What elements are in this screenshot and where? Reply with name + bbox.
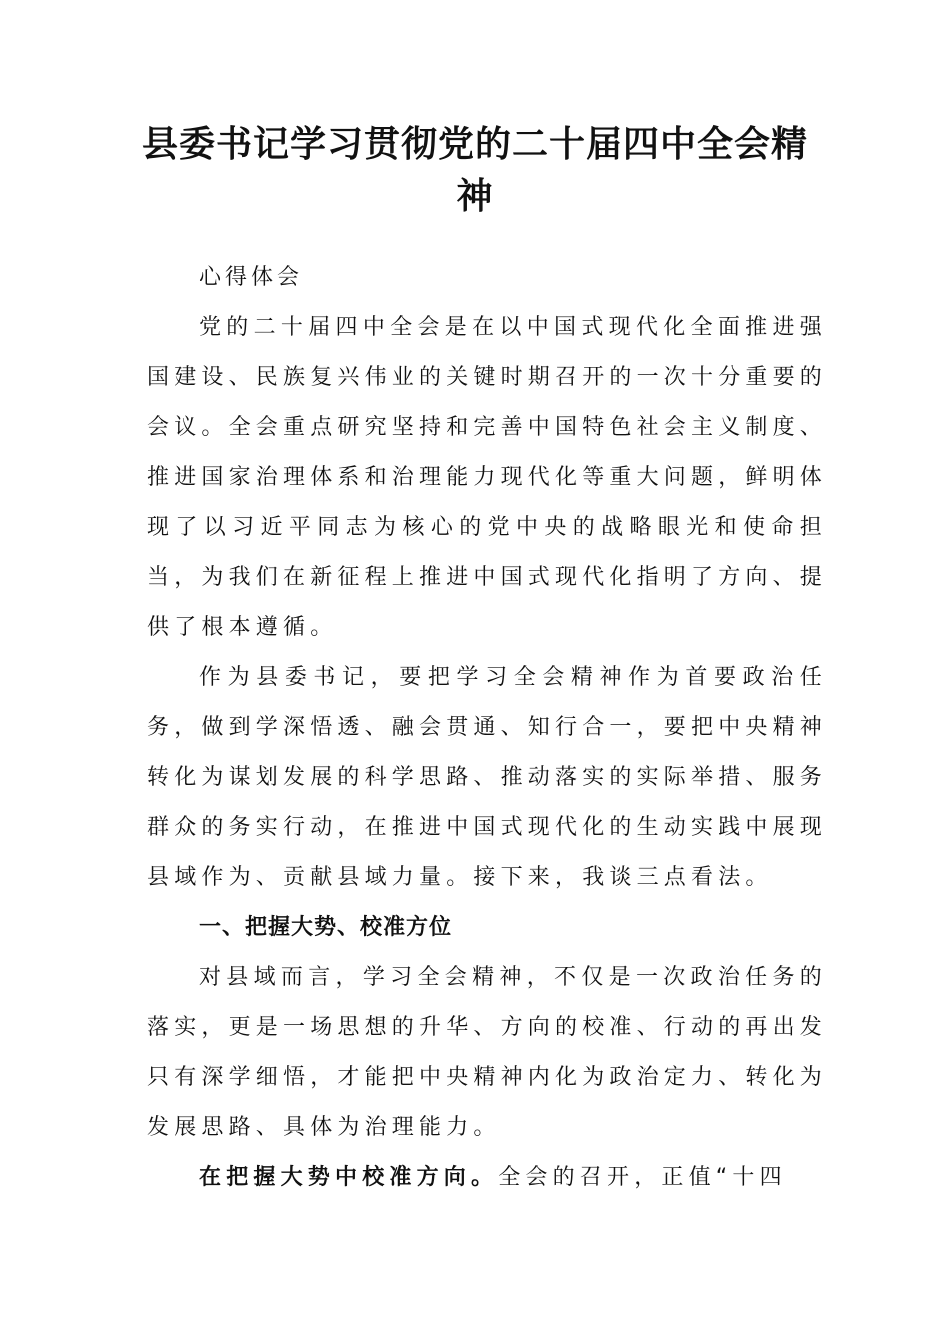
paragraph-3: 对县域而言，学习全会精神，不仅是一次政治任务的落实，更是一场思想的升华、方向的校准、行动的再出发只有深学细悟，才能把中央精神内化为政治定力、转化为发展思路、具体为治理能力。 [147,965,828,1140]
paragraph-4-text: 全会的召开，正值“十四 [498,1165,787,1190]
section-heading-1: 一、把握大势、校准方位 [199,915,453,940]
subtitle: 心得体会 [199,265,304,290]
paragraph-2: 作为县委书记，要把学习全会精神作为首要政治任务，做到学深悟透、融会贯通、知行合一，要把中央精神转化为谋划发展的科学思路、推动落实的实际举措、服务群众的务实行动，在推进中国式现代化的生动实践中展现县域作为、贡献县域力量。接下来，我谈三点看法。 [147,665,828,890]
title-line-1: 县委书记学习贯彻党的二十届四中全会精 [141,123,808,165]
paragraph-1: 党的二十届四中全会是在以中国式现代化全面推进强国建设、民族复兴伟业的关键时期召开的一次十分重要的会议。全会重点研究坚持和完善中国特色社会主义制度、推进国家治理体系和治理能力现代化等重大问题，鲜明体现了以习近平同志为核心的党中央的战略眼光和使命担当，为我们在新征程上推进中国式现代化指明了方向、提供了根本遵循。 [147,315,828,640]
paragraph-4 [147,1153,827,1203]
paragraph-lead: 在把握大势中校准方向。 [199,1165,499,1190]
document-body [147,253,827,1203]
title-line-2: 神 [456,175,494,217]
document-title [120,118,830,222]
